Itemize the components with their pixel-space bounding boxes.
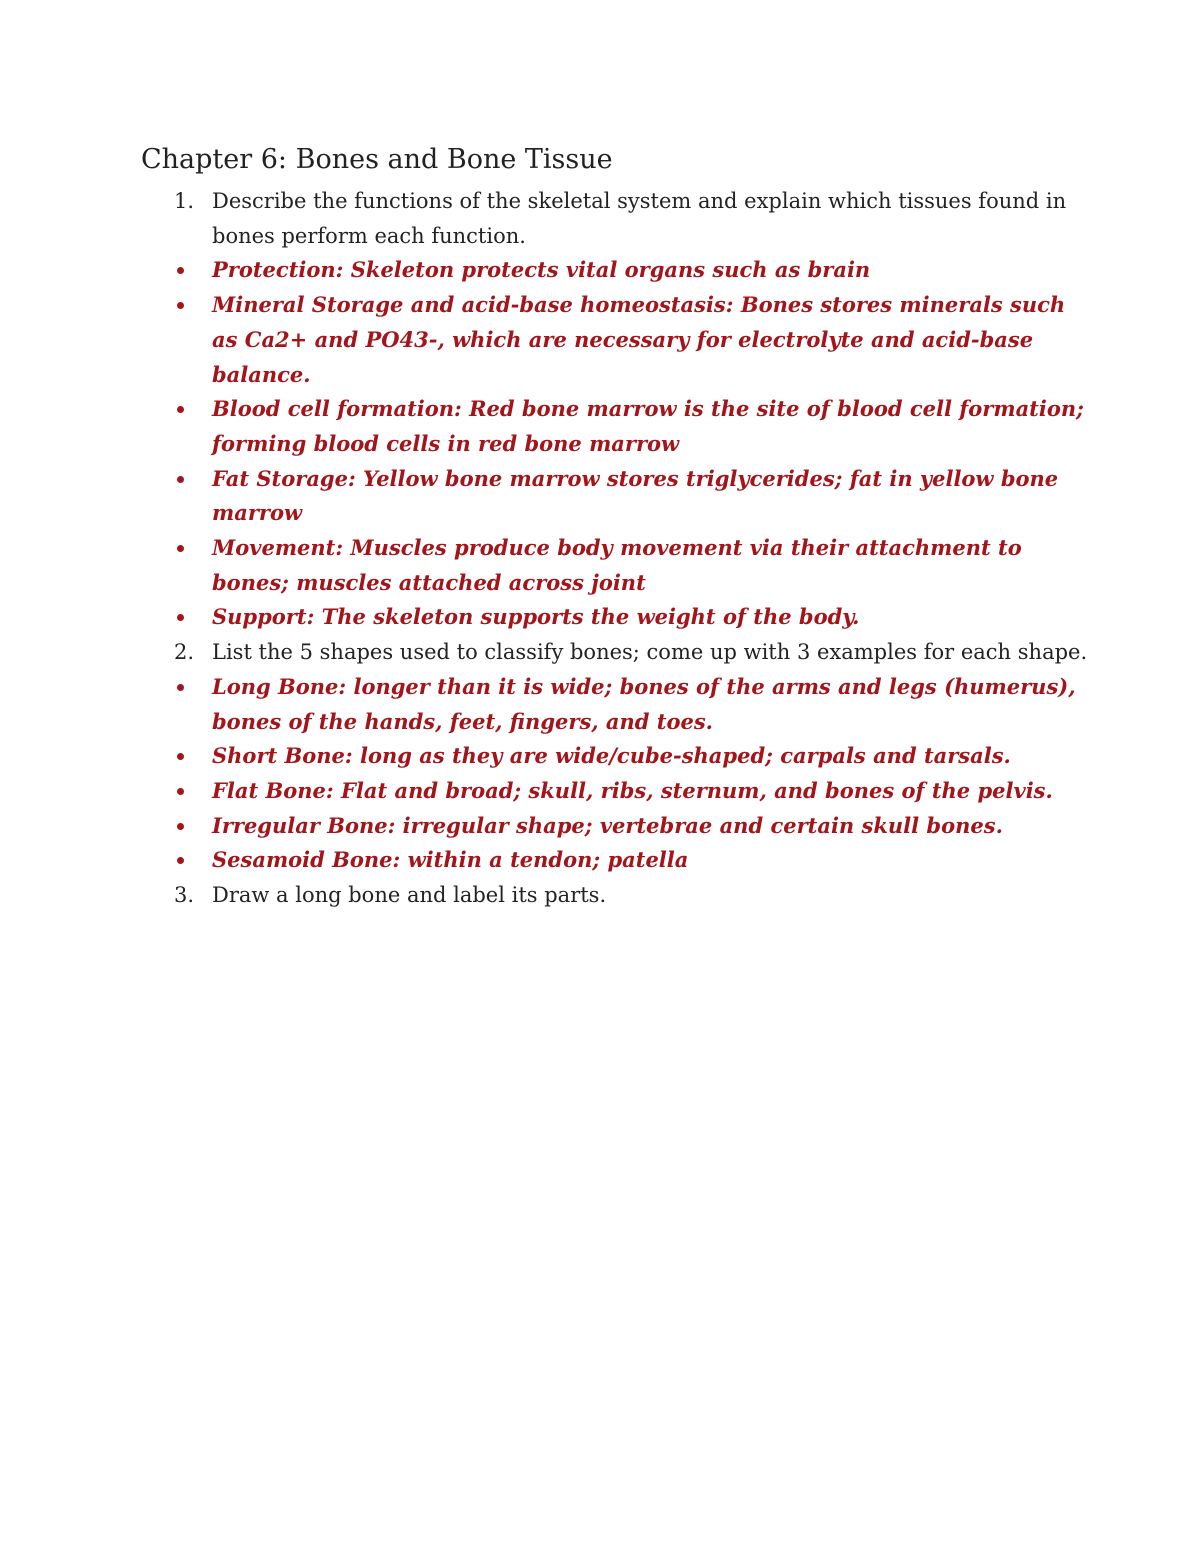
answer-text: Short Bone: long as they are wide/cube-shaped; carpals and tarsals. [212, 743, 1011, 769]
answer-item [141, 288, 1091, 392]
answer-text: Irregular Bone: irregular shape; vertebrae and certain skull bones. [212, 812, 1003, 838]
bullet-icon [177, 614, 184, 621]
question-item [141, 635, 1091, 670]
question-text: Describe the functions of the skeletal system and explain which tissues found in bones perform each function. [212, 189, 1067, 248]
answer-text: Long Bone: longer than it is wide; bones of the arms and legs (humerus), bones of the hands, feet, fingers, and toes. [212, 673, 1076, 734]
bullet-icon [177, 476, 184, 483]
answer-item [141, 774, 1091, 809]
page-title: Chapter 6: Bones and Bone Tissue [141, 144, 613, 175]
answer-item [141, 253, 1091, 288]
bullet-icon [177, 406, 184, 413]
question-number: 2. [174, 640, 195, 665]
answer-item [141, 462, 1091, 531]
bullet-icon [177, 545, 184, 552]
answer-text: Mineral Storage and acid-base homeostasis: Bones stores minerals such as Ca2+ and PO43-, which are necessary for electrolyte and acid-base balance. [212, 292, 1066, 387]
bullet-icon [177, 753, 184, 760]
bullet-icon [177, 857, 184, 864]
answer-item [141, 531, 1091, 600]
bullet-icon [177, 788, 184, 795]
answer-text: Support: The skeleton supports the weight of the body. [212, 604, 860, 630]
answer-text: Flat Bone: Flat and broad; skull, ribs, sternum, and bones of the pelvis. [212, 777, 1053, 803]
question-item [141, 184, 1091, 253]
answer-item [141, 843, 1091, 878]
answer-item [141, 392, 1091, 461]
bullet-icon [177, 267, 184, 274]
question-number: 3. [174, 883, 195, 908]
answer-text: Blood cell formation: Red bone marrow is the site of blood cell formation; forming blood cells in red bone marrow [212, 396, 1084, 456]
answer-text: Movement: Muscles produce body movement via their attachment to bones; muscles attached across joint [212, 535, 1022, 595]
answer-item [141, 670, 1091, 739]
question-item [141, 878, 1091, 913]
answer-text: Fat Storage: Yellow bone marrow stores triglycerides; fat in yellow bone marrow [212, 465, 1059, 526]
question-number: 1. [174, 189, 195, 213]
question-list [141, 184, 1091, 913]
answer-item [141, 739, 1091, 774]
answer-item [141, 600, 1091, 635]
bullet-icon [177, 684, 184, 691]
question-text: Draw a long bone and label its parts. [212, 883, 607, 908]
answer-text: Sesamoid Bone: within a tendon; patella [212, 847, 689, 873]
bullet-icon [177, 823, 184, 830]
question-text: List the 5 shapes used to classify bones; come up with 3 examples for each shape. [212, 640, 1088, 665]
answer-text: Protection: Skeleton protects vital organs such as brain [212, 257, 871, 283]
bullet-icon [177, 302, 184, 309]
answer-item [141, 809, 1091, 844]
